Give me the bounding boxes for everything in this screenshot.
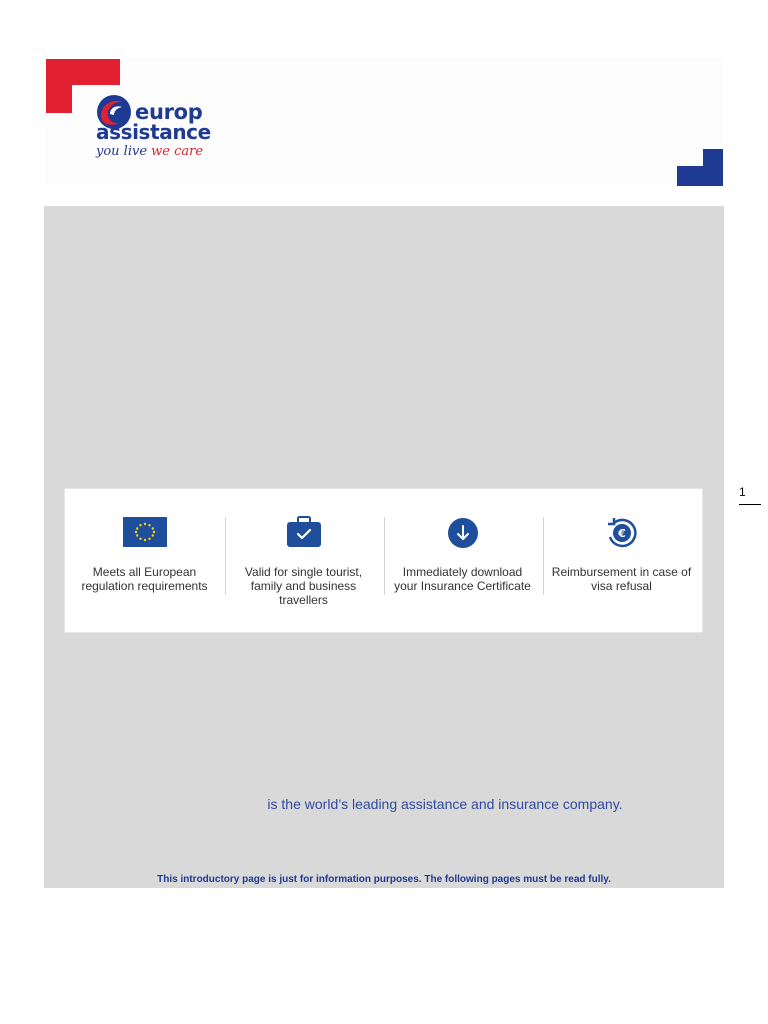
red-corner-decoration-vertical [46,59,72,113]
logo-tagline [96,144,203,160]
disclaimer-note: This introductory page is just for information purposes. The following pages must be read fully. [157,874,611,885]
feature-download [383,489,542,634]
download-icon [447,517,479,549]
feature-text: Valid for single tourist, family and business travellers [244,565,363,607]
logo-word-europ: europ [135,100,203,124]
svg-text:€: € [617,527,626,540]
logo-word-assistance: assistance [96,120,211,144]
feature-text: Reimbursement in case of visa refusal [551,565,692,593]
page-number: 1 [739,485,746,499]
page-number-rule [739,504,761,505]
logo-tagline-part-b: we care [151,144,204,159]
company-tagline: is the world’s leading assistance and insurance company. [267,796,623,812]
eu-flag-icon [123,517,167,547]
feature-text: Meets all European regulation requirements [81,565,208,593]
feature-travellers [224,489,383,634]
feature-visa-refund [542,489,701,634]
logo-tagline-part-a: you live [96,144,152,159]
feature-text: Immediately download your Insurance Certificate [394,565,531,593]
feature-eu-regulation [65,489,224,634]
euro-refund-icon [604,515,640,551]
features-card [64,488,703,633]
briefcase-check-icon [286,516,322,548]
blue-corner-decoration-vertical [703,149,723,186]
europ-assistance-logo [95,94,245,164]
